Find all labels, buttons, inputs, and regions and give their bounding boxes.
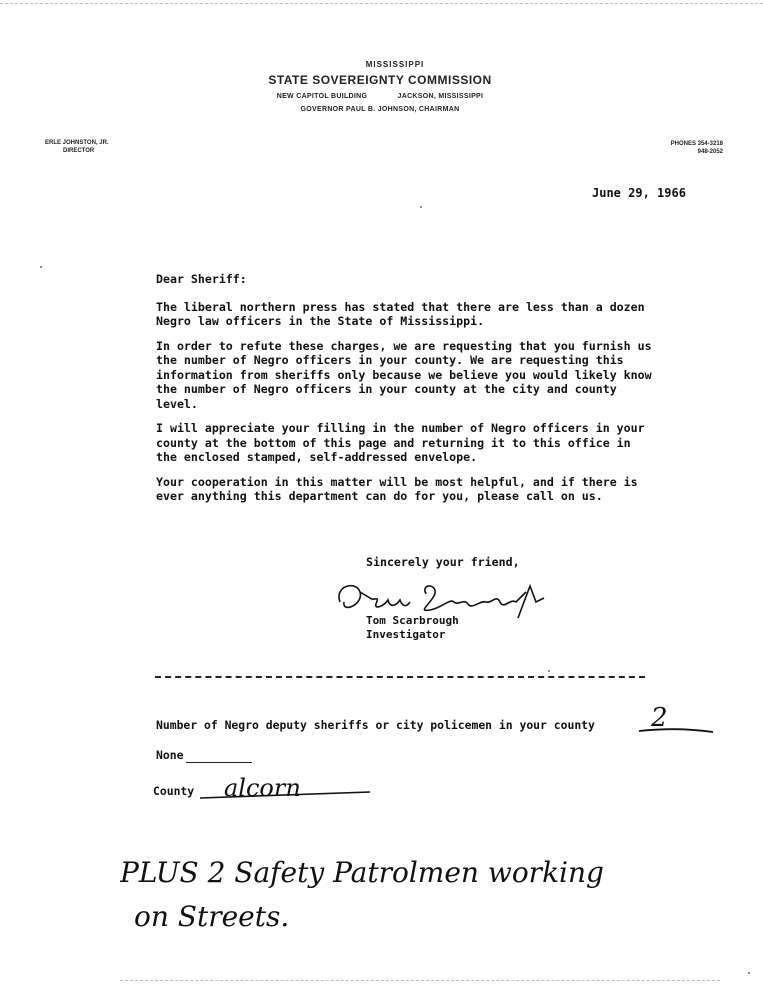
letterhead-chairman: GOVERNOR PAUL B. JOHNSON, CHAIRMAN: [300, 106, 460, 113]
scan-speck: [548, 670, 550, 672]
none-blank-line: [186, 762, 252, 763]
letterhead-address: [230, 93, 530, 100]
scan-top-edge: [0, 3, 763, 4]
letterhead-building: NEW CAPITOL BUILDING: [276, 93, 368, 100]
signer-block: [366, 614, 459, 642]
signer-name: Tom Scarbrough: [366, 614, 459, 627]
phones-primary: PHONES 354-3218: [670, 141, 723, 147]
county-label: County: [153, 784, 195, 798]
handwritten-note: [120, 850, 740, 944]
phones-block: [671, 140, 723, 156]
paragraph-1: The liberal northern press has stated that there are less than a dozen Negro law officers in the State of Mississippi.: [156, 299, 645, 328]
paragraph-4: Your cooperation in this matter will be most helpful, and if there is ever anything this department can do for you, please call on us.: [156, 474, 638, 503]
form-question: Number of Negro deputy sheriffs or city policemen in your county: [156, 718, 595, 732]
none-label: None: [156, 748, 184, 762]
tear-line: [155, 676, 645, 678]
handwritten-count: [637, 700, 717, 740]
letter-date: June 29, 1966: [592, 186, 686, 200]
scan-bottom-edge: [120, 980, 720, 981]
letterhead-state: MISSISSIPPI: [365, 60, 425, 69]
count-answer: 2: [651, 703, 668, 733]
paragraph-3: I will appreciate your filling in the number of Negro officers in your county at the bottom of this page and returning it to this office in the enclosed stamped, self-addressed envelope.: [156, 421, 645, 464]
letter-body: [156, 272, 656, 514]
director-block: [45, 139, 109, 155]
director-title: DIRECTOR: [63, 148, 95, 154]
salutation: Dear Sheriff:: [156, 272, 247, 286]
closing: Sincerely your friend,: [366, 555, 520, 569]
note-line-1: PLUS 2 Safety Patrolmen working: [120, 856, 604, 889]
phones-secondary: 948-2052: [697, 149, 723, 155]
scan-speck: [40, 266, 42, 268]
scan-speck: [748, 972, 750, 974]
paragraph-2: In order to refute these charges, we are requesting that you furnish us the number of Negro officers in your county. We are requesting this information from sheriffs only because we believe you would likely know the number of Negro officers in your county at the city and county level.: [156, 338, 652, 411]
director-name: ERLE JOHNSTON, JR.: [45, 140, 109, 146]
county-answer: alcorn: [224, 774, 301, 802]
letterhead-city: JACKSON, MISSISSIPPI: [397, 93, 484, 100]
letterhead: [230, 60, 530, 113]
signer-title: Investigator: [366, 628, 446, 641]
note-line-2: on Streets.: [134, 900, 290, 933]
county-handwritten: [200, 770, 380, 808]
scan-speck: [420, 206, 422, 208]
letterhead-organization: STATE SOVEREIGNTY COMMISSION: [268, 73, 492, 87]
